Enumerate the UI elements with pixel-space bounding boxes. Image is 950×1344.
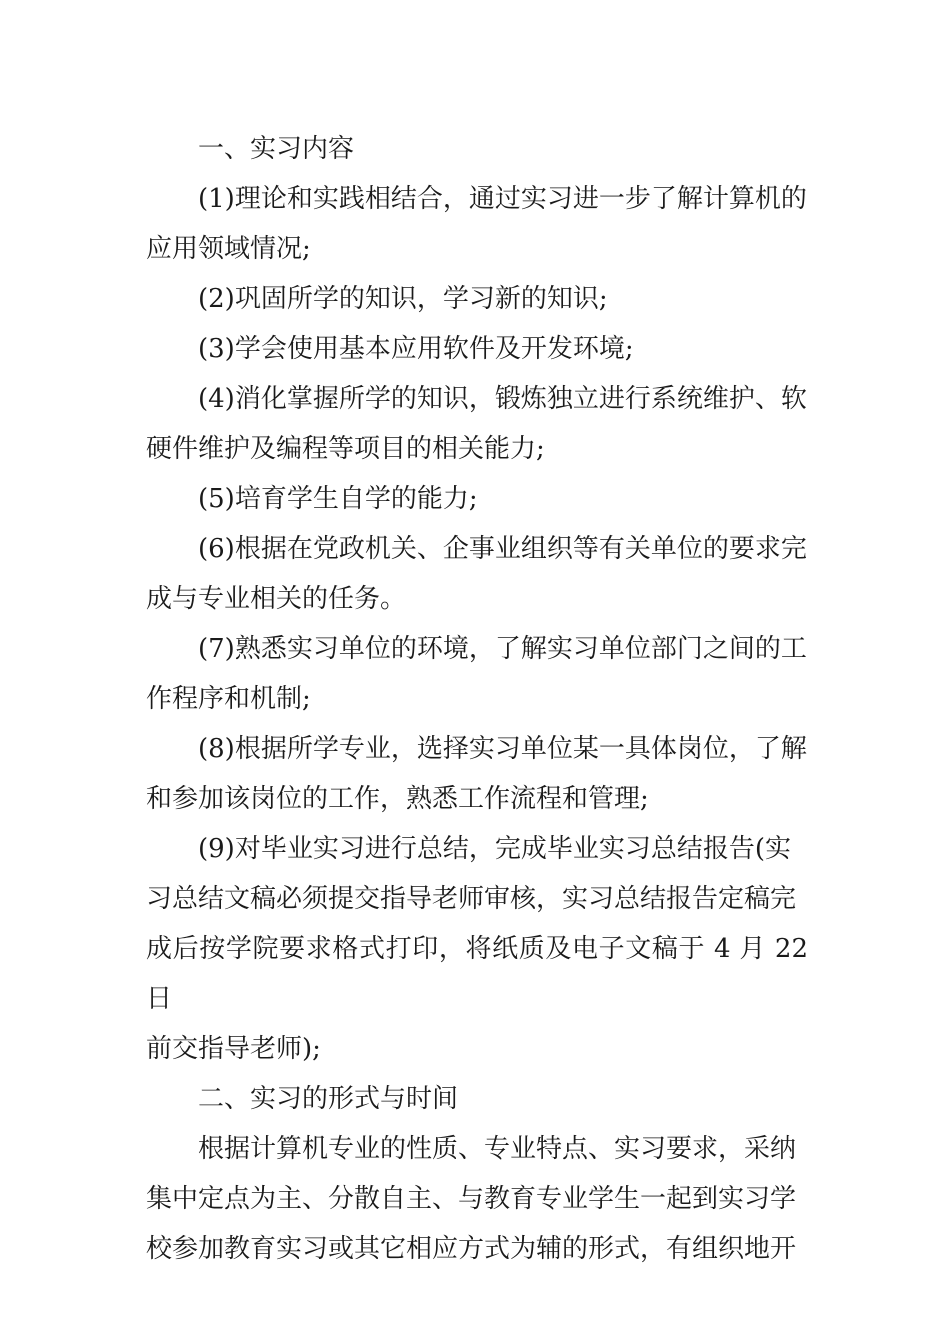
paragraph-item-7: (7)熟悉实习单位的环境，了解实习单位部门之间的工 作程序和机制; (146, 634, 807, 714)
paragraph-item-8: (8)根据所学专业，选择实习单位某一具体岗位，了解 和参加该岗位的工作，熟悉工作流程和管理; (146, 734, 807, 814)
paragraph-item-9: (9)对毕业实习进行总结，完成毕业实习总结报告(实 习总结文稿必须提交指导老师审核，实习总结报告定稿完 成后按学院要求格式打印，将纸质及电子文稿于 4 月 22 日 前交指导老师); (146, 834, 808, 1064)
paragraph-item-5: (5)培育学生自学的能力; (198, 484, 478, 514)
paragraph-form-description: 根据计算机专业的性质、专业特点、实习要求，采纳 集中定点为主、分散自主、与教育专业学生一起到实习学 校参加教育实习或其它相应方式为辅的形式，有组织地开 (146, 1134, 797, 1264)
section-heading-internship-content: 一、实习内容 (198, 134, 355, 164)
paragraph-item-6: (6)根据在党政机关、企事业组织等有关单位的要求完 成与专业相关的任务。 (146, 534, 807, 614)
document-body (146, 124, 808, 1274)
paragraph-item-2: (2)巩固所学的知识，学习新的知识; (198, 284, 608, 314)
paragraph-item-1: (1)理论和实践相结合，通过实习进一步了解计算机的 应用领域情况; (146, 184, 807, 264)
section-heading-form-and-time: 二、实习的形式与时间 (198, 1084, 459, 1114)
paragraph-item-3: (3)学会使用基本应用软件及开发环境; (198, 334, 634, 364)
paragraph-item-4: (4)消化掌握所学的知识，锻炼独立进行系统维护、软 硬件维护及编程等项目的相关能力; (146, 384, 807, 464)
